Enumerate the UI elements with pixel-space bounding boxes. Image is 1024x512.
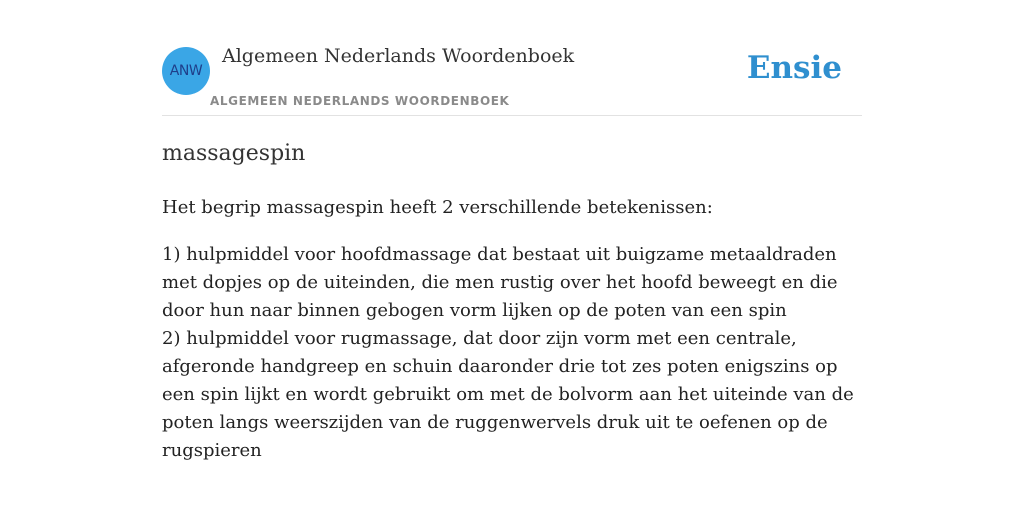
entry-intro: Het begrip massagespin heeft 2 verschillende betekenissen:	[162, 197, 713, 218]
anw-logo[interactable]	[162, 47, 210, 95]
entry-content	[162, 136, 862, 465]
entry-word: massagespin	[162, 141, 306, 166]
source-subtitle: ALGEMEEN NEDERLANDS WOORDENBOEK	[210, 94, 510, 108]
source-header	[162, 0, 862, 116]
logo-text: ANW	[169, 63, 203, 79]
meaning-1: 1) hulpmiddel voor hoofdmassage dat bestaat uit buigzame metaaldraden met dopjes op de uiteinden, die men rustig over het hoofd beweegt en die door hun naar binnen gebogen vorm lijken op de poten van een spin	[162, 244, 838, 321]
meaning-2: 2) hulpmiddel voor rugmassage, dat door zijn vorm met een centrale, afgeronde handgreep en schuin daaronder drie tot zes poten enigszins op een spin lijkt en wordt gebruikt om met de bolvorm aan het uiteinde van de poten langs weerszijden van de ruggenwervels druk uit te oefenen op de rugspieren	[162, 328, 854, 461]
source-title[interactable]: Algemeen Nederlands Woordenboek	[222, 45, 575, 67]
ensie-brand-logo[interactable]: Ensie	[746, 50, 842, 86]
